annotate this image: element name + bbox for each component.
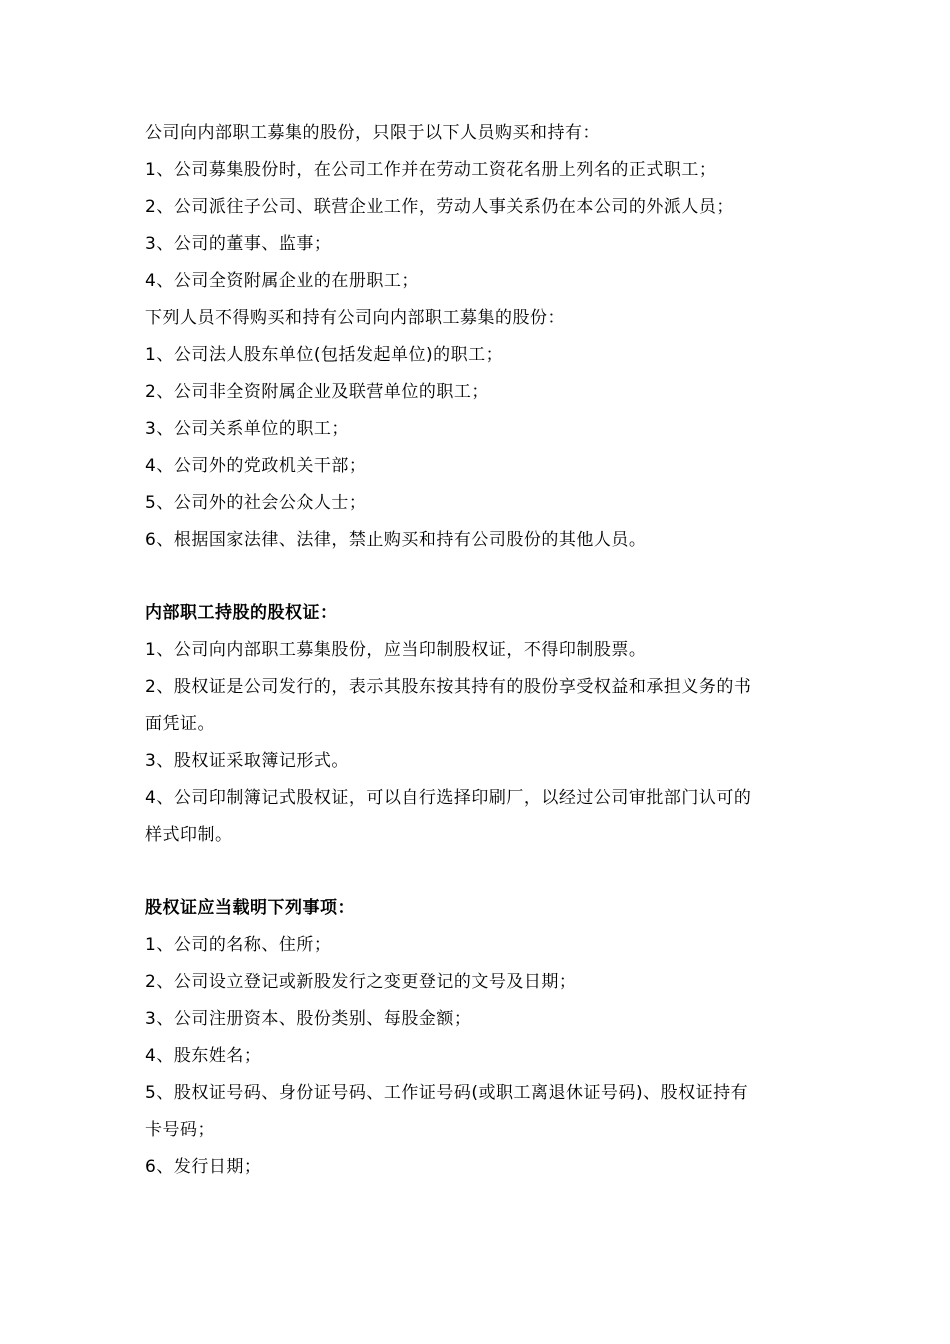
section1-intro: 公司向内部职工募集的股份，只限于以下人员购买和持有： [145, 123, 600, 143]
section2-heading: 内部职工持股的股权证： [145, 603, 338, 623]
list-item: 5、公司外的社会公众人士； [145, 493, 367, 513]
list-item: 4、公司全资附属企业的在册职工； [145, 271, 419, 291]
paragraph-line: 5、股权证号码、身份证号码、工作证号码(或职工离退休证号码)、股权证持有 [145, 1083, 749, 1103]
paragraph-line: 4、股东姓名； [145, 1046, 262, 1066]
section-spacer [145, 559, 825, 595]
list-item: 1、公司募集股份时，在公司工作并在劳动工资花名册上列名的正式职工； [145, 160, 717, 180]
paragraph-line: 1、公司的名称、住所； [145, 935, 332, 955]
paragraph-line: 2、股权证是公司发行的，表示其股东按其持有的股份享受权益和承担义务的书 [145, 677, 752, 697]
section3-heading: 股权证应当载明下列事项： [145, 898, 355, 918]
paragraph-line: 卡号码； [145, 1120, 215, 1140]
paragraph-line: 6、发行日期； [145, 1157, 262, 1177]
paragraph-line: 样式印制。 [145, 825, 233, 845]
list-item: 4、公司外的党政机关干部； [145, 456, 367, 476]
document-page [145, 115, 825, 1186]
paragraph-line: 4、公司印制簿记式股权证，可以自行选择印刷厂，以经过公司审批部门认可的 [145, 788, 752, 808]
list-item: 2、公司非全资附属企业及联营单位的职工； [145, 382, 489, 402]
list-item: 1、公司法人股东单位(包括发起单位)的职工； [145, 345, 504, 365]
section-spacer [145, 854, 825, 890]
list-item: 3、公司的董事、监事； [145, 234, 332, 254]
paragraph-line: 3、公司注册资本、股份类别、每股金额； [145, 1009, 472, 1029]
section1-intro-2: 下列人员不得购买和持有公司向内部职工募集的股份： [145, 308, 565, 328]
paragraph-line: 面凭证。 [145, 714, 215, 734]
paragraph-line: 3、股权证采取簿记形式。 [145, 751, 349, 771]
paragraph-line: 2、公司设立登记或新股发行之变更登记的文号及日期； [145, 972, 577, 992]
list-item: 2、公司派往子公司、联营企业工作，劳动人事关系仍在本公司的外派人员； [145, 197, 734, 217]
list-item: 6、根据国家法律、法律，禁止购买和持有公司股份的其他人员。 [145, 530, 647, 550]
list-item: 3、公司关系单位的职工； [145, 419, 349, 439]
paragraph-line: 1、公司向内部职工募集股份，应当印制股权证，不得印制股票。 [145, 640, 647, 660]
